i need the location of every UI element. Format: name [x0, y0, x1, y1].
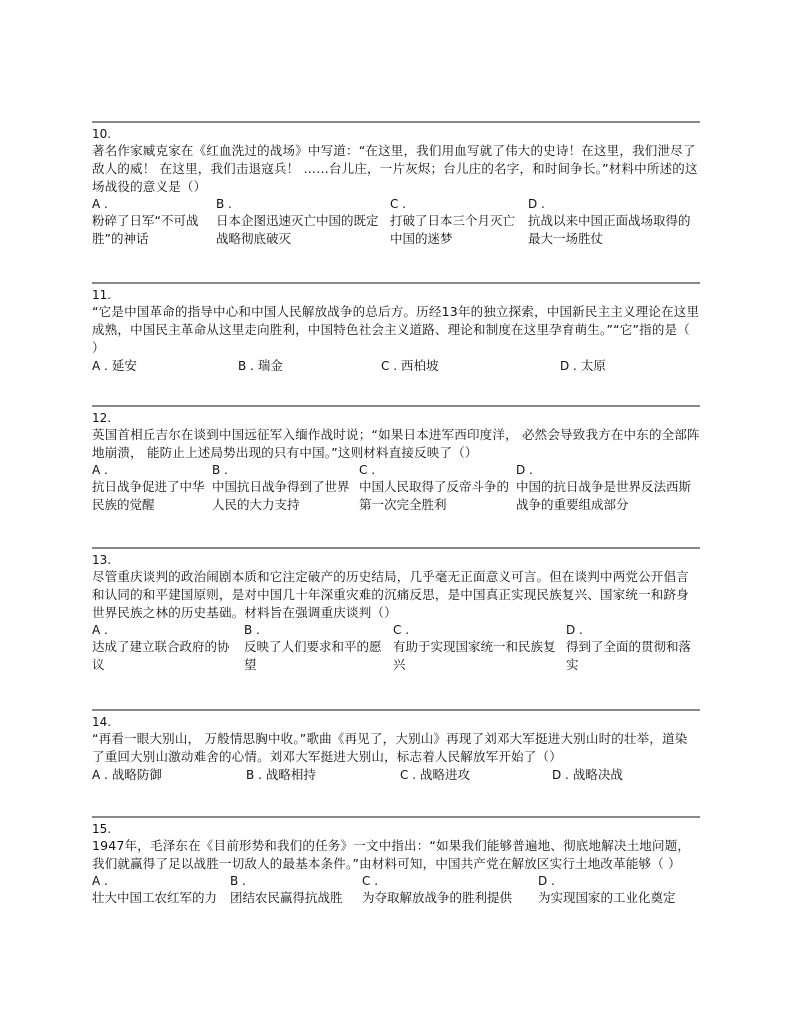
option-label: C .: [359, 463, 376, 477]
option-d[interactable]: [552, 766, 623, 784]
option-label: D .: [538, 874, 555, 888]
option-text: 战略进攻: [420, 767, 471, 782]
option-label: A .: [92, 874, 108, 888]
option-label: A .: [92, 359, 108, 373]
options-row: [92, 357, 700, 377]
question-11: [92, 287, 700, 377]
option-text: 中国的抗日战争是世界反法西斯战争的重要组成部分: [516, 479, 692, 512]
option-a[interactable]: [92, 462, 208, 514]
option-text: 战略相持: [265, 767, 316, 782]
question-divider: [92, 547, 700, 549]
option-label: D .: [516, 463, 533, 477]
option-a[interactable]: [92, 357, 137, 375]
options-row: [92, 766, 700, 786]
option-b[interactable]: [230, 873, 366, 907]
option-c[interactable]: [393, 622, 561, 674]
option-label: B .: [246, 768, 262, 782]
question-number: 10.: [92, 127, 112, 141]
question-divider: [92, 405, 700, 407]
option-d[interactable]: [516, 462, 698, 514]
question-divider: [92, 709, 700, 711]
question-10: [92, 126, 700, 248]
option-text: 达成了建立联合政府的协议: [92, 639, 230, 672]
option-label: B .: [212, 463, 228, 477]
question-number: 13.: [92, 553, 112, 567]
option-label: B .: [230, 874, 246, 888]
option-label: C .: [393, 623, 410, 637]
question-number: 14.: [92, 715, 112, 729]
option-label: C .: [381, 359, 398, 373]
option-label: D .: [566, 623, 583, 637]
option-label: A .: [92, 197, 108, 211]
option-a[interactable]: [92, 622, 240, 674]
option-label: A .: [92, 623, 108, 637]
option-label: A .: [92, 463, 108, 477]
option-d[interactable]: [528, 196, 698, 248]
option-label: A .: [92, 768, 108, 782]
option-text: 抗战以来中国正面战场取得的最大一场胜仗: [528, 213, 691, 246]
option-text: 团结农民赢得抗战胜: [230, 890, 343, 905]
option-text: 粉碎了日军“不可战胜”的神话: [92, 213, 199, 246]
option-b[interactable]: [238, 357, 283, 375]
option-text: 西柏坡: [401, 358, 439, 373]
option-text: 中国抗日战争得到了世界人民的大力支持: [212, 479, 350, 512]
question-stem: 尽管重庆谈判的政治闹剧本质和它注定破产的历史结局，几乎毫无正面意义可言。但在谈判中两党公开倡言和认同的和平建国原则，是对中国几十年深重灾难的沉痛反思，是中国真正实现民族复兴、国家统一和跻身世界民族之林的历史基础。材料旨在强调重庆谈判（）: [92, 569, 689, 620]
option-label: B .: [244, 623, 260, 637]
question-divider: [92, 282, 700, 284]
option-b[interactable]: [246, 766, 316, 784]
option-text: 打破了日本三个月灭亡中国的迷梦: [390, 213, 516, 246]
question-divider: [92, 121, 700, 123]
options-row: [92, 622, 700, 674]
question-number: 12.: [92, 411, 112, 425]
option-b[interactable]: [244, 622, 390, 674]
options-row: [92, 196, 700, 248]
option-c[interactable]: [381, 357, 439, 375]
question-stem: 英国首相丘吉尔在谈到中国远征军入缅作战时说；“如果日本进军西印度洋， 必然会导致我方在中东的全部阵地崩溃， 能防止上述局势出现的只有中国。”这则材料直接反映了（）: [92, 427, 700, 460]
option-text: 延安: [111, 358, 137, 373]
option-text: 日本企图迅速灭亡中国的既定战略彻底破灭: [216, 213, 379, 246]
question-stem: 1947年，毛泽东在《目前形势和我们的任务》一文中指出：“如果我们能够普遍地、彻底地解决土地问题，我们就赢得了足以战胜一切敌人的最基本条件。”由材料可知，中国共产党在解放区实行土地改革能够（ ）: [92, 838, 691, 871]
option-label: C .: [400, 768, 417, 782]
option-text: 反映了人们要求和平的愿望: [244, 639, 382, 672]
option-label: D .: [528, 197, 545, 211]
option-c[interactable]: [362, 873, 542, 907]
option-label: B .: [216, 197, 232, 211]
option-a[interactable]: [92, 766, 162, 784]
option-b[interactable]: [216, 196, 384, 248]
option-d[interactable]: [560, 357, 606, 375]
option-text: 战略决战: [572, 767, 623, 782]
option-text: 有助于实现国家统一和民族复兴: [393, 639, 556, 672]
options-row: [92, 873, 700, 909]
question-number: 11.: [92, 288, 112, 302]
option-c[interactable]: [400, 766, 470, 784]
option-d[interactable]: [566, 622, 696, 674]
option-text: 瑞金: [257, 358, 283, 373]
question-15: [92, 821, 700, 909]
option-label: B .: [238, 359, 254, 373]
option-a[interactable]: [92, 196, 214, 248]
question-stem: “再看一眼大别山， 万般情思胸中收。”歌曲《再见了，大别山》再现了刘邓大军挺进大别山时的壮举，道染了重回大别山激动难舍的心情。刘邓大军挺进大别山，标志着人民解放军开始了（）: [92, 731, 688, 764]
option-d[interactable]: [538, 873, 700, 907]
question-number: 15.: [92, 822, 112, 836]
question-12: [92, 410, 700, 514]
option-text: 战略防御: [111, 767, 162, 782]
question-13: [92, 552, 700, 674]
question-stem: “它是中国革命的指导中心和中国人民解放战争的总后方。历经13年的独立探索，中国新民主主义理论在这里成熟，中国民主革命从这里走向胜利，中国特色社会主义道路、理论和制度在这里孕育萌生。”“它”指的是（ ）: [92, 304, 700, 355]
option-label: D .: [552, 768, 569, 782]
option-label: C .: [362, 874, 379, 888]
option-text: 抗日战争促进了中华民族的觉醒: [92, 479, 205, 512]
option-c[interactable]: [390, 196, 526, 248]
question-14: [92, 714, 700, 786]
option-text: 为实现国家的工业化奠定: [538, 890, 676, 905]
option-label: D .: [560, 359, 577, 373]
question-stem: 著名作家臧克家在《红血洗过的战场》中写道：“在这里，我们用血写就了伟大的史诗！在这里，我们泄尽了敌人的威！ 在这里，我们击退寇兵！ ……台儿庄，一片灰烬；台儿庄的名字，和时间争长。”材料中所述的这场战役的意义是（）: [92, 143, 698, 194]
options-row: [92, 462, 700, 514]
option-text: 壮大中国工农红军的力: [92, 890, 218, 905]
option-b[interactable]: [212, 462, 354, 514]
option-c[interactable]: [359, 462, 513, 514]
option-text: 为夺取解放战争的胜利提供: [362, 890, 513, 905]
option-text: 得到了全面的贯彻和落实: [566, 639, 692, 672]
option-text: 太原: [580, 358, 606, 373]
option-text: 中国人民取得了反帝斗争的第一次完全胜利: [359, 479, 510, 512]
option-label: C .: [390, 197, 407, 211]
question-divider: [92, 816, 700, 818]
